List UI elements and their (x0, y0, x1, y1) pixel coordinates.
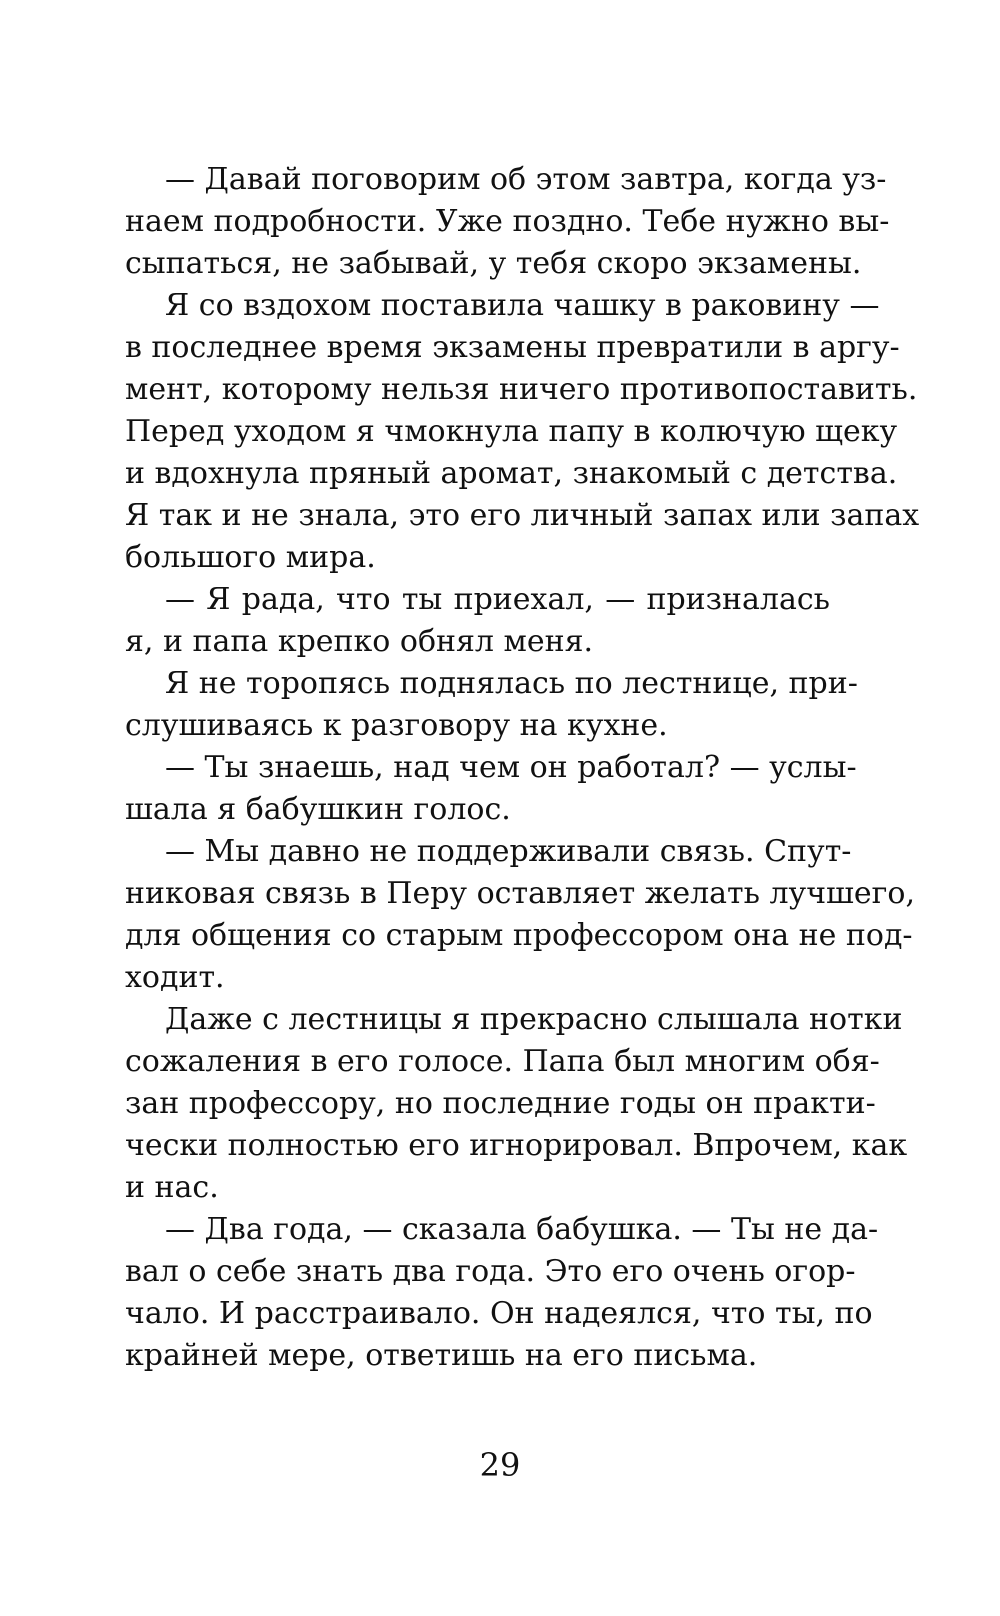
text-line: — Я рада, что ты приехал, — призналась (165, 582, 830, 617)
text-line: — Два года, — сказала бабушка. — Ты не да- (165, 1212, 879, 1247)
text-line: чало. И расстраивало. Он надеялся, что ты, по (125, 1296, 873, 1331)
text-line: сожаления в его голосе. Папа был многим обя- (125, 1044, 880, 1079)
text-line: и нас. (125, 1170, 219, 1205)
text-line: слушиваясь к разговору на кухне. (125, 708, 668, 743)
text-line: никовая связь в Перу оставляет желать лучшего, (125, 876, 915, 911)
text-line: для общения со старым профессором она не под- (125, 918, 913, 953)
text-line: чески полностью его игнорировал. Впрочем, как (125, 1128, 908, 1163)
text-line: Я не торопясь поднялась по лестнице, при- (165, 666, 858, 701)
text-line: наем подробности. Уже поздно. Тебе нужно вы- (125, 204, 890, 239)
text-line: Я со вздохом поставила чашку в раковину — (165, 288, 880, 323)
text-line: крайней мере, ответишь на его письма. (125, 1338, 758, 1373)
text-line: шала я бабушкин голос. (125, 792, 511, 827)
page-number: 29 (479, 1446, 521, 1484)
text-line: сыпаться, не забывай, у тебя скоро экзамены. (125, 246, 862, 281)
text-line: Перед уходом я чмокнула папу в колючую щеку (125, 414, 898, 449)
text-line: в последнее время экзамены превратили в аргу- (125, 330, 900, 365)
text-line: — Мы давно не поддерживали связь. Спут- (165, 834, 852, 869)
text-line: я, и папа крепко обнял меня. (125, 624, 594, 659)
text-line: ходит. (125, 960, 225, 995)
text-line: большого мира. (125, 540, 376, 575)
text-line: и вдохнула пряный аромат, знакомый с детства. (125, 456, 898, 491)
text-line: вал о себе знать два года. Это его очень огор- (125, 1254, 856, 1289)
text-line: мент, которому нельзя ничего противопоставить. (125, 372, 918, 407)
text-line: Даже с лестницы я прекрасно слышала нотки (165, 1002, 903, 1037)
text-line: — Давай поговорим об этом завтра, когда уз- (165, 162, 887, 197)
text-line: зан профессору, но последние годы он практи- (125, 1086, 876, 1121)
text-line: Я так и не знала, это его личный запах или запах (125, 498, 920, 533)
text-line: — Ты знаешь, над чем он работал? — услы- (165, 750, 857, 785)
